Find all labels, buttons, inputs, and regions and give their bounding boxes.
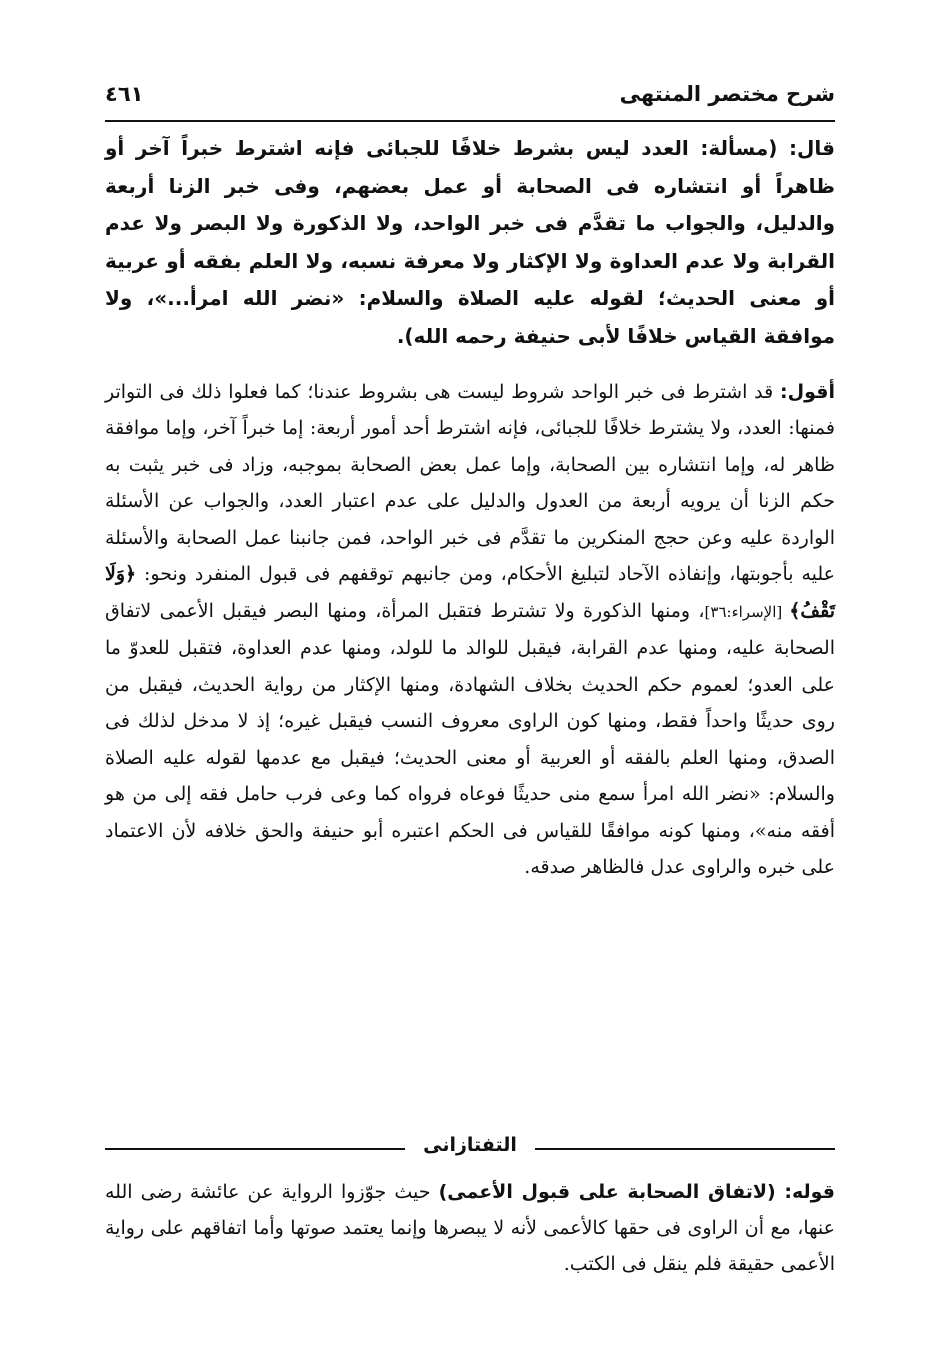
footnote-paragraph [105, 1174, 835, 1282]
verse-reference: [الإسراء:٣٦] [704, 602, 790, 621]
running-title: شرح مختصر المنتهى [619, 82, 835, 106]
header-rule [105, 120, 835, 122]
commentary-part-1: قد اشترط فى خبر الواحد شروط ليست هى بشروط عندنا؛ كما فعلوا ذلك فى التواتر فمنها: العدد، ولا يشترط خلافًا للجبائى، فإنه اشترط أحد أمور أربعة: إما خبراً آخر، وإما موافقة ظاهر له، وإما انتشاره بين الصحابة، وإما عمل بعض الصحابة بموجبه، وزاد فى خبر يثبت به حكم الزنا أن يرويه أربعة من العدول والدليل على عدم اعتبار العدد، والجواب عن الأسئلة الواردة عليه وعن حجج المنكرين ما تقدَّم فى خبر الواحد، فمن جانبنا عمل الصحابة والأسئلة عليه بأجوبتها، وإنفاذه الآحاد لتبليغ الأحكام، ومن جانبهم توقفهم فى قبول المنفرد ونحو: [105, 380, 835, 586]
main-text [105, 130, 835, 886]
section-divider [105, 1134, 835, 1164]
footnote-lead: قوله: (لاتفاق الصحابة على قبول الأعمى) [438, 1181, 836, 1203]
divider-rule-left [105, 1148, 405, 1150]
footnote-text: حيث جوّزوا الرواية عن عائشة رضى الله عنها، مع أن الراوى فى حقها كالأعمى لأنه لا يبصرها وإنما يعتمد صوتها وأما اتفاقهم على رواية الأعمى حقيقة فلم ينقل فى الكتب. [105, 1181, 835, 1275]
divider-label: التفتازانى [423, 1134, 517, 1156]
page-number: ٤٦١ [105, 82, 144, 106]
matn-quote: قال: (مسألة: العدد ليس بشرط خلافًا للجبائى فإنه اشترط خبراً آخر أو ظاهراً أو انتشاره فى الصحابة أو عمل بعضهم، وفى خبر الزنا أربعة والدليل، والجواب ما تقدَّم فى خبر الواحد، ولا الذكورة ولا البصر ولا عدم القرابة ولا عدم العداوة ولا الإكثار ولا معرفة نسبه، ولا العلم بفقه أو عربية أو معنى الحديث؛ لقوله عليه الصلاة والسلام: «نضر الله امرأ...»، ولا موافقة القياس خلافًا لأبى حنيفة رحمه الله). [105, 136, 835, 348]
commentary-paragraph [105, 374, 835, 886]
commentary-part-2: ، ومنها الذكورة ولا تشترط فتقبل المرأة، ومنها البصر فيقبل الأعمى لاتفاق الصحابة عليه، ومنها عدم القرابة، فيقبل للوالد ما للولد، ومنها عدم العداوة، فتقبل للعدوّ ما على العدو؛ لعموم حكم الحديث بخلاف الشهادة، ومنها الإكثار من رواية الحديث، فيقبل من روى حديثًا واحداً فقط، ومنها كون الراوى معروف النسب فيقبل غيره؛ إذ لا مدخل لذلك فى الصدق، ومنها العلم بالفقه أو العربية أو معنى الحديث؛ فيقبل مع عدمها لقوله عليه الصلاة والسلام: «نضر الله امرأ سمع منى حديثًا فوعاه فرواه كما وعى فرب حامل فقه إلى من هو أفقه منه»، ومنها كونه موافقًا للقياس فى الحكم اعتبره أبو حنيفة والحق خلافه لأن الاعتماد على خبره والراوى عدل فالظاهر صدقه. [105, 599, 835, 879]
quran-verse: ﴿وَلَا تَقْفُ﴾ [105, 563, 835, 622]
commentary-lead: أقول: [780, 380, 835, 403]
page-header [105, 82, 835, 116]
